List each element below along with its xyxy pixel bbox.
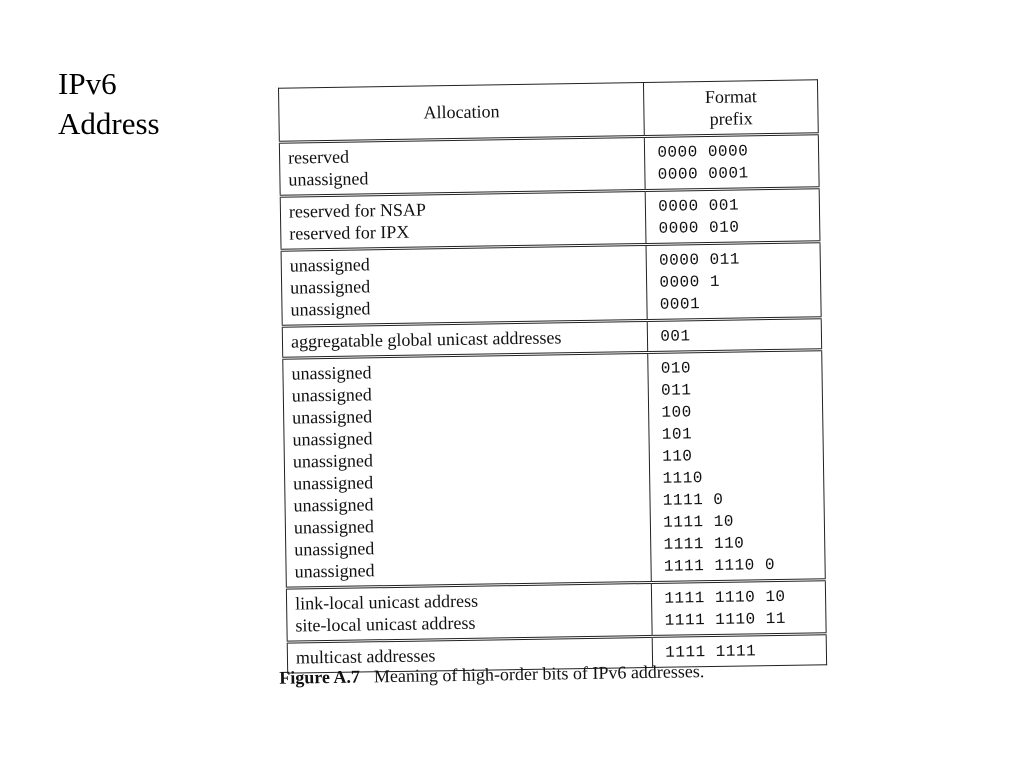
format-prefix-text: 0000 001 [658, 196, 740, 216]
allocation-text: aggregatable global unicast addresses [290, 327, 562, 352]
format-prefix-text: 0000 011 [658, 250, 741, 270]
allocation-text: unassigned [294, 560, 375, 582]
header-prefix-line-2: prefix [709, 108, 753, 129]
table-row [279, 134, 819, 196]
allocation-text: unassigned [289, 254, 370, 276]
format-prefix-text: 1111 110 [663, 534, 745, 554]
allocation-cell [280, 190, 646, 250]
slide-title-line-2: Address [58, 106, 160, 141]
table-row [281, 242, 821, 326]
format-prefix-text: 1111 1110 0 [663, 556, 776, 576]
format-prefix-text: 0000 1 [659, 272, 721, 292]
format-prefix-text: 1111 0 [662, 490, 724, 510]
header-format-prefix [644, 80, 819, 137]
header-prefix-line-1: Format [704, 86, 758, 108]
format-prefix-cell [646, 242, 821, 321]
allocation-text: unassigned [292, 428, 373, 450]
format-prefix-cell [652, 580, 827, 637]
format-prefix-text: 100 [661, 403, 692, 422]
table-row [286, 580, 826, 642]
format-prefix-text: 101 [661, 425, 693, 444]
allocation-text: unassigned [290, 298, 371, 320]
allocation-text: reserved [287, 146, 350, 168]
allocation-cell [286, 582, 652, 642]
header-allocation: Allocation [279, 83, 645, 143]
allocation-text: reserved for NSAP [288, 199, 427, 222]
allocation-text: unassigned [293, 516, 375, 538]
format-prefix-text: 1111 1110 11 [664, 609, 787, 630]
format-prefix-cell [648, 350, 825, 583]
format-prefix-text: 1110 [662, 469, 704, 488]
allocation-text: site-local unicast address [295, 612, 476, 636]
figure-label: Figure A.7 [279, 666, 361, 688]
format-prefix-text: 0000 0000 [657, 142, 749, 162]
format-prefix-text: 1111 10 [663, 512, 735, 532]
table-body [279, 134, 826, 673]
allocation-cell [281, 244, 647, 326]
ipv6-allocation-table [278, 79, 827, 673]
slide-title-line-1: IPv6 [58, 66, 117, 101]
format-prefix-cell [645, 134, 820, 191]
allocation-text: reserved for IPX [289, 221, 410, 244]
allocation-text: unassigned [289, 276, 371, 298]
allocation-text: unassigned [288, 168, 369, 190]
table-header-row [279, 80, 819, 142]
format-prefix-text: 001 [660, 327, 691, 346]
allocation-text: link-local unicast address [294, 590, 479, 614]
format-prefix-text: 1111 1111 [665, 642, 757, 662]
format-prefix-text: 0000 0001 [657, 164, 749, 184]
allocation-cell [279, 136, 645, 196]
format-prefix-cell [645, 188, 820, 245]
allocation-text: multicast addresses [295, 645, 436, 668]
allocation-text: unassigned [292, 450, 374, 472]
allocation-text: unassigned [291, 362, 372, 384]
table-row [283, 350, 826, 588]
format-prefix-text: 0001 [659, 295, 701, 314]
scanned-figure [262, 79, 832, 700]
format-prefix-text: 1111 1110 10 [664, 587, 786, 608]
format-prefix-text: 011 [660, 381, 692, 400]
allocation-cell [283, 352, 652, 588]
format-prefix-text: 110 [662, 447, 693, 466]
format-prefix-text: 0000 010 [658, 218, 740, 238]
format-prefix-cell [648, 318, 822, 353]
allocation-text: unassigned [292, 406, 373, 428]
allocation-text: unassigned [294, 538, 375, 560]
allocation-text: unassigned [291, 384, 372, 406]
allocation-text: unassigned [293, 472, 374, 494]
allocation-text: unassigned [293, 494, 374, 516]
slide-title [58, 64, 160, 144]
figure-caption-text: Meaning of high-order bits of IPv6 addresses. [373, 661, 705, 687]
format-prefix-text: 010 [660, 359, 692, 378]
table-row [280, 188, 820, 250]
